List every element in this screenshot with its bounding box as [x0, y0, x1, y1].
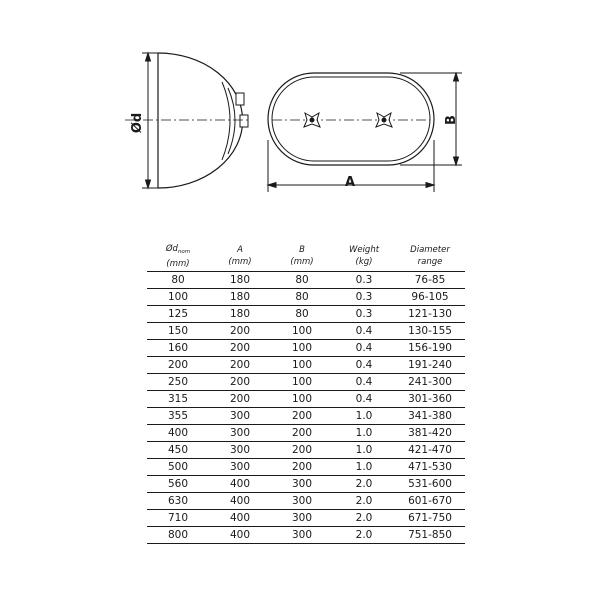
- cell-weight: 0.4: [333, 374, 395, 391]
- cell-diameter-nom: 560: [147, 476, 209, 493]
- b-label: B: [444, 115, 459, 125]
- cell-diameter-nom: 125: [147, 306, 209, 323]
- cell-b: 100: [271, 323, 333, 340]
- cell-a: 400: [209, 527, 271, 544]
- cell-b: 200: [271, 459, 333, 476]
- cell-a: 400: [209, 493, 271, 510]
- header-a-main: A: [237, 245, 243, 255]
- table-row: [147, 289, 465, 306]
- header-diameter: [147, 241, 209, 272]
- cell-diameter-range: 341-380: [395, 408, 465, 425]
- cell-b: 80: [271, 289, 333, 306]
- table-row: [147, 391, 465, 408]
- cell-diameter-range: 191-240: [395, 357, 465, 374]
- side-view-rim-inner: [228, 88, 235, 154]
- front-view-outer-oval: [268, 73, 434, 165]
- cell-diameter-nom: 450: [147, 442, 209, 459]
- a-arrow-right: [426, 183, 434, 188]
- header-a: [209, 241, 271, 272]
- cell-weight: 0.3: [333, 289, 395, 306]
- front-view-screw-left: [310, 118, 314, 122]
- cell-diameter-range: 751-850: [395, 527, 465, 544]
- cell-weight: 1.0: [333, 408, 395, 425]
- cell-b: 80: [271, 306, 333, 323]
- front-view-inner-oval: [272, 77, 430, 161]
- header-weight-main: Weight: [348, 245, 380, 255]
- cell-b: 80: [271, 272, 333, 289]
- cell-diameter-nom: 150: [147, 323, 209, 340]
- cell-b: 100: [271, 374, 333, 391]
- cell-diameter-range: 241-300: [395, 374, 465, 391]
- header-range-unit: range: [417, 257, 443, 267]
- header-weight-unit: (kg): [355, 257, 373, 267]
- cell-a: 180: [209, 272, 271, 289]
- cell-b: 300: [271, 527, 333, 544]
- cell-b: 200: [271, 425, 333, 442]
- cell-diameter-nom: 500: [147, 459, 209, 476]
- cell-diameter-nom: 710: [147, 510, 209, 527]
- b-arrow-top: [454, 73, 459, 81]
- table-row: [147, 272, 465, 289]
- cell-diameter-range: 130-155: [395, 323, 465, 340]
- cell-b: 300: [271, 493, 333, 510]
- cell-a: 200: [209, 340, 271, 357]
- header-range-main: Diameter: [410, 245, 450, 255]
- cell-diameter-nom: 315: [147, 391, 209, 408]
- cell-a: 300: [209, 408, 271, 425]
- cell-diameter-nom: 800: [147, 527, 209, 544]
- table-row: [147, 374, 465, 391]
- cell-a: 300: [209, 459, 271, 476]
- cell-weight: 1.0: [333, 425, 395, 442]
- specification-table: [147, 241, 465, 544]
- cell-b: 100: [271, 340, 333, 357]
- cell-diameter-range: 471-530: [395, 459, 465, 476]
- cell-diameter-range: 96-105: [395, 289, 465, 306]
- cell-diameter-range: 671-750: [395, 510, 465, 527]
- header-b-unit: (mm): [290, 257, 314, 267]
- cell-b: 100: [271, 391, 333, 408]
- b-arrow-bottom: [454, 157, 459, 165]
- cell-weight: 1.0: [333, 442, 395, 459]
- cell-diameter-nom: 355: [147, 408, 209, 425]
- table-row: [147, 493, 465, 510]
- side-view-knob: [240, 115, 248, 127]
- table-row: [147, 357, 465, 374]
- table-row: [147, 306, 465, 323]
- table-row: [147, 323, 465, 340]
- cell-diameter-nom: 200: [147, 357, 209, 374]
- cell-diameter-range: 121-130: [395, 306, 465, 323]
- side-view-clip: [236, 93, 244, 105]
- header-b: [271, 241, 333, 272]
- cell-weight: 2.0: [333, 510, 395, 527]
- cell-b: 100: [271, 357, 333, 374]
- header-diameter-unit: (mm): [166, 258, 190, 269]
- cell-diameter-nom: 100: [147, 289, 209, 306]
- cell-diameter-range: 421-470: [395, 442, 465, 459]
- header-diameter-sub: nom: [177, 248, 191, 255]
- cell-b: 200: [271, 442, 333, 459]
- header-diameter-range: [395, 241, 465, 272]
- cell-diameter-range: 601-670: [395, 493, 465, 510]
- diameter-label: Ød: [130, 112, 145, 134]
- cell-a: 300: [209, 442, 271, 459]
- cell-weight: 0.3: [333, 272, 395, 289]
- technical-drawing: [0, 0, 600, 230]
- cell-a: 180: [209, 289, 271, 306]
- header-diameter-main: Ød: [165, 243, 178, 254]
- cell-a: 200: [209, 323, 271, 340]
- cell-b: 300: [271, 510, 333, 527]
- cell-b: 200: [271, 408, 333, 425]
- a-arrow-left: [268, 183, 276, 188]
- cell-diameter-nom: 80: [147, 272, 209, 289]
- table-body: [147, 272, 465, 544]
- cell-a: 180: [209, 306, 271, 323]
- cell-diameter-range: 156-190: [395, 340, 465, 357]
- header-b-main: B: [299, 245, 305, 255]
- cell-weight: 1.0: [333, 459, 395, 476]
- cell-weight: 0.4: [333, 323, 395, 340]
- cell-a: 300: [209, 425, 271, 442]
- table-row: [147, 408, 465, 425]
- cell-diameter-range: 301-360: [395, 391, 465, 408]
- cell-a: 400: [209, 476, 271, 493]
- header-a-unit: (mm): [228, 257, 252, 267]
- cell-a: 400: [209, 510, 271, 527]
- cell-diameter-nom: 250: [147, 374, 209, 391]
- cell-a: 200: [209, 391, 271, 408]
- side-view-rim: [222, 82, 230, 160]
- table-row: [147, 476, 465, 493]
- cell-a: 200: [209, 357, 271, 374]
- cell-weight: 0.4: [333, 357, 395, 374]
- cell-diameter-nom: 160: [147, 340, 209, 357]
- cell-weight: 0.4: [333, 340, 395, 357]
- cell-weight: 0.4: [333, 391, 395, 408]
- table-header-row: [147, 241, 465, 272]
- table-row: [147, 459, 465, 476]
- table-row: [147, 510, 465, 527]
- cell-diameter-range: 76-85: [395, 272, 465, 289]
- diameter-arrow-bottom: [146, 180, 151, 188]
- cell-weight: 2.0: [333, 493, 395, 510]
- table-row: [147, 340, 465, 357]
- cell-b: 300: [271, 476, 333, 493]
- cell-diameter-nom: 400: [147, 425, 209, 442]
- a-label: A: [344, 175, 356, 190]
- cell-weight: 2.0: [333, 527, 395, 544]
- cell-weight: 2.0: [333, 476, 395, 493]
- cell-diameter-nom: 630: [147, 493, 209, 510]
- table-row: [147, 425, 465, 442]
- table-row: [147, 527, 465, 544]
- cell-diameter-range: 531-600: [395, 476, 465, 493]
- diameter-arrow-top: [146, 53, 151, 61]
- cell-a: 200: [209, 374, 271, 391]
- cell-weight: 0.3: [333, 306, 395, 323]
- cell-diameter-range: 381-420: [395, 425, 465, 442]
- front-view-screw-right: [382, 118, 386, 122]
- table-row: [147, 442, 465, 459]
- header-weight: [333, 241, 395, 272]
